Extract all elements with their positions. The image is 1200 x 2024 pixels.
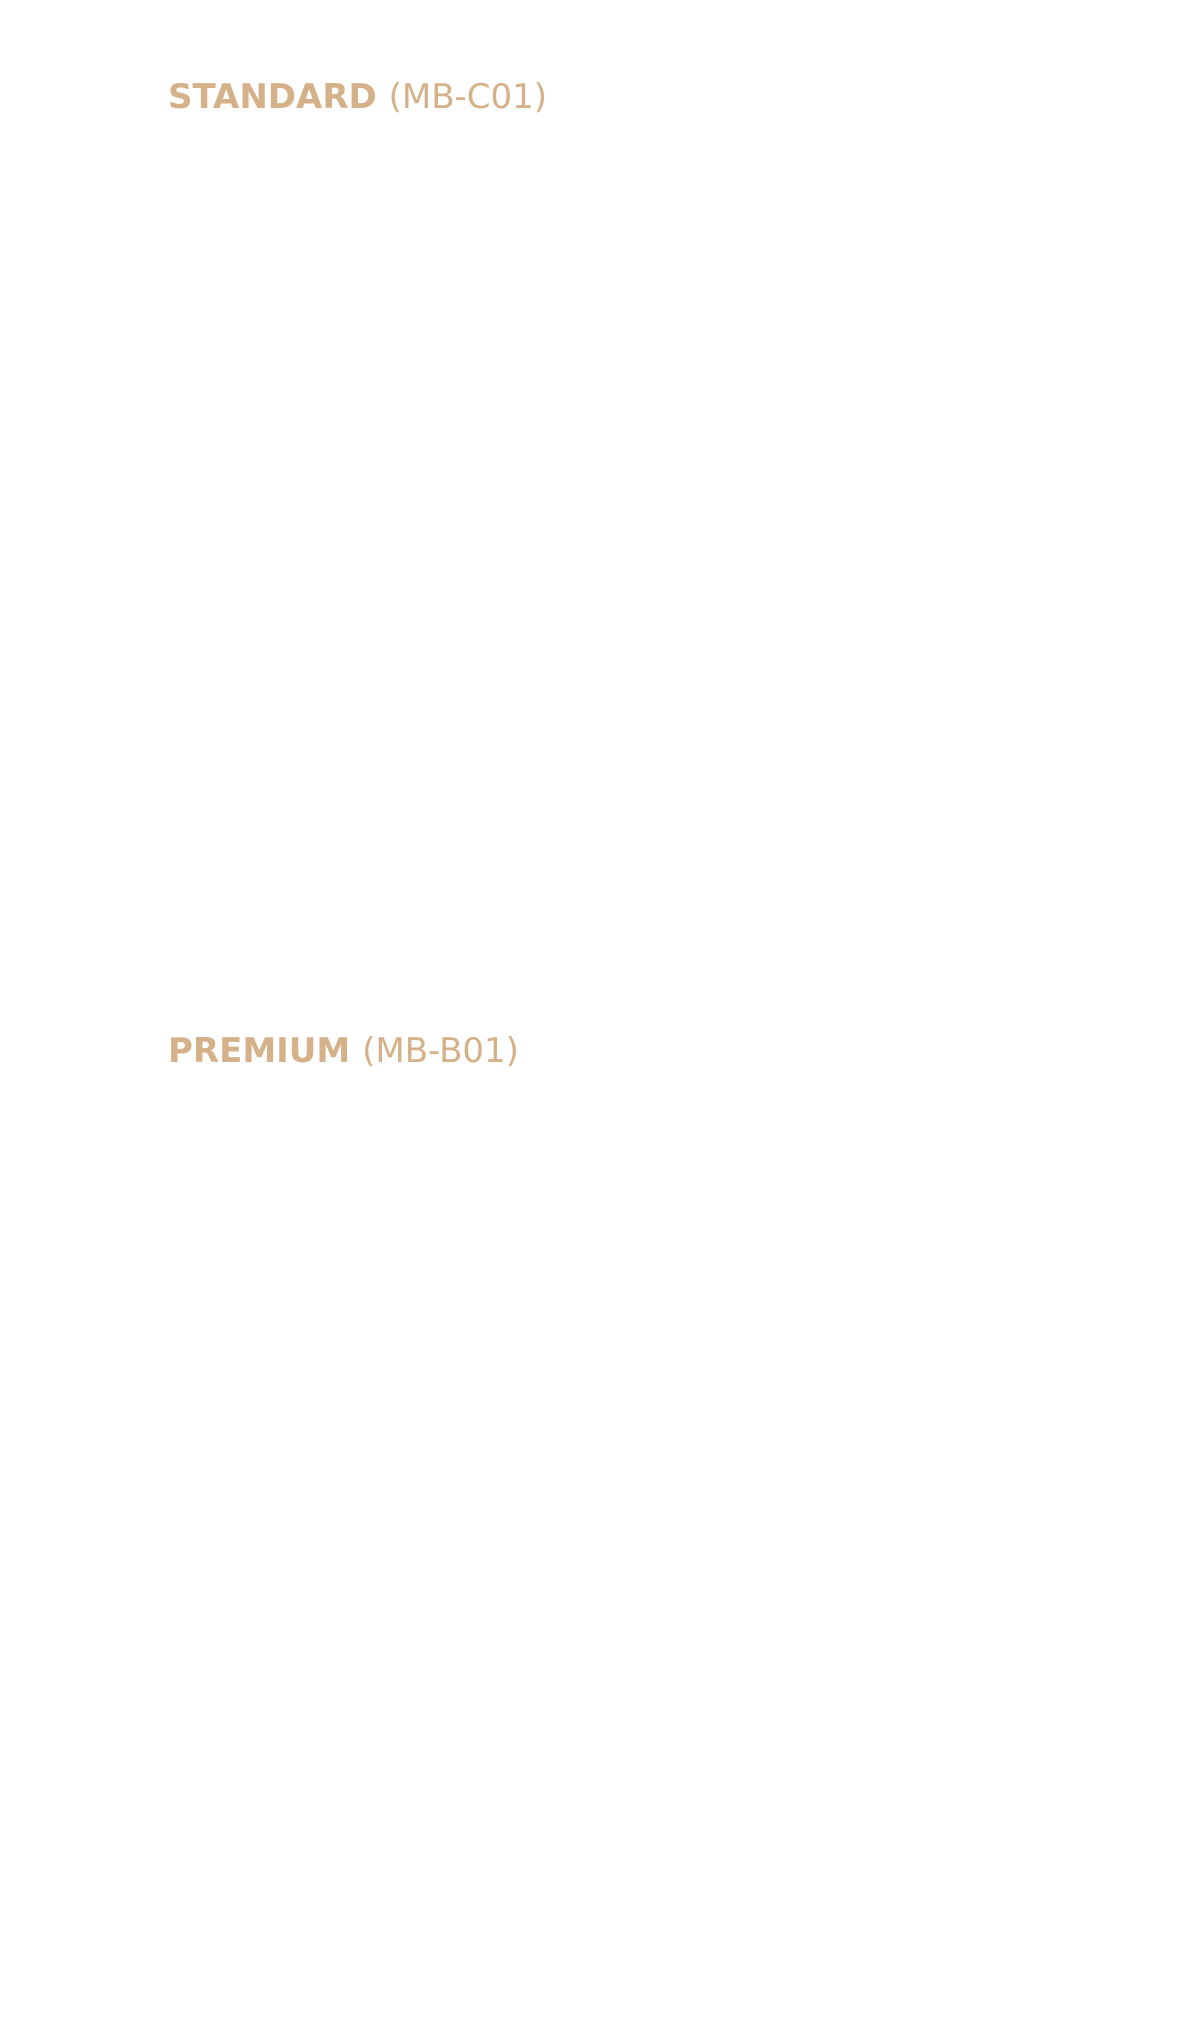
premium-product-image — [168, 1094, 1032, 1984]
model-code: (MB-C01) — [388, 77, 548, 117]
premium-heading — [168, 1031, 519, 1071]
tier-name: PREMIUM — [168, 1031, 351, 1071]
standard-section — [0, 0, 1200, 1000]
standard-product-image — [168, 140, 1032, 960]
tier-name: STANDARD — [168, 77, 377, 117]
standard-heading — [168, 77, 548, 117]
model-code: (MB-B01) — [362, 1031, 519, 1071]
premium-section — [0, 1000, 1200, 2024]
